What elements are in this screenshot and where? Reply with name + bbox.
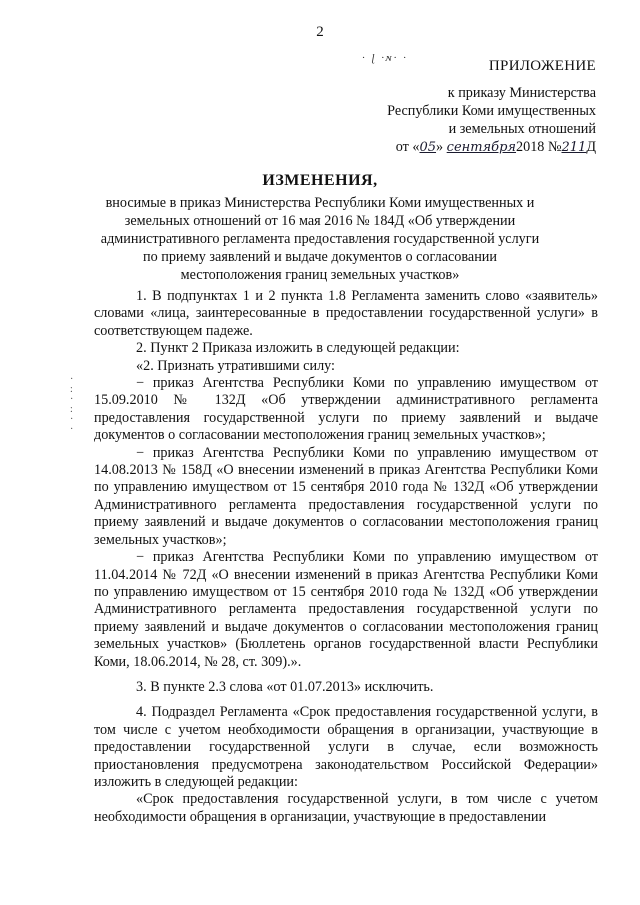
date-year: 2018 № — [516, 139, 562, 155]
order-line-3: и земельных отношений — [448, 121, 596, 137]
document-subtitle: вносимые в приказ Министерства Республики Коми имущественных и земельных отношений от 16 мая 2016 № 184Д «Об утверждении административного регламента предоставления государственной услуги по приему заявлений и выдаче документов о согласовании местоположения границ земельных участков» — [100, 195, 540, 283]
margin-marks: · : · : · · — [70, 374, 74, 435]
document-body — [94, 288, 598, 826]
paragraph-6: − приказ Агентства Республики Коми по управлению имуществом от 11.04.2014 № 72Д «О внесении изменений в приказ Агентства Республики Коми по управлению имуществом от 15 сентября 2010 года № 132Д «Об утверждении Административного регламента предоставления государственной услуги по приему заявлений и выдаче документов о согласовании местоположения границ земельных участков» (Бюллетень органов государственной власти Республики Коми, 18.06.2014, № 28, ст. 309).». — [94, 549, 598, 670]
paragraph-9: «Срок предоставления государственной услуги, в том числе с учетом необходимости обращения в организации, участвующие в предоставлении — [94, 791, 598, 825]
paragraph-7: 3. В пункте 2.3 слова «от 01.07.2013» исключить. — [136, 678, 434, 695]
page-number: 2 — [316, 24, 324, 40]
handwritten-day: 05 — [419, 140, 437, 155]
order-reference — [387, 84, 596, 157]
document-title: ИЗМЕНЕНИЯ, — [262, 172, 378, 189]
handwritten-number: 211 — [561, 140, 587, 155]
handwritten-mark: · ɭ ·ɴ· · — [362, 52, 408, 64]
order-date-line — [387, 138, 596, 157]
paragraph-8: 4. Подраздел Регламента «Срок предоставления государственной услуги, в том числе с учетом необходимости обращения в организации, участвующие в предоставлении государственной услуги в случае, если возможность приостановления предусмотрена законодательством Российской Федерации» изложить в следующей редакции: — [94, 704, 598, 790]
appendix-label: ПРИЛОЖЕНИЕ — [488, 58, 596, 74]
date-suffix: Д — [586, 139, 596, 155]
paragraph-4: − приказ Агентства Республики Коми по управлению имуществом от 15.09.2010 № 132Д «Об утверждении административного регламента предоставления государственной услуги по приему заявлений и выдаче документов о согласовании местоположения границ земельных участков»; — [94, 375, 598, 444]
date-mid: » — [436, 139, 444, 155]
date-prefix: от « — [395, 139, 420, 155]
paragraph-5: − приказ Агентства Республики Коми по управлению имуществом от 14.08.2013 № 158Д «О внесении изменений в приказ Агентства Республики Коми по управлению имуществом от 15 сентября 2010 года № 132Д «Об утверждении Административного регламента предоставления государственной услуги по приему заявлений и выдаче документов о согласовании местоположения границ земельных участков»; — [94, 444, 598, 548]
paragraph-2: 2. Пункт 2 Приказа изложить в следующей редакции: — [136, 340, 460, 357]
handwritten-month: сентября — [446, 140, 517, 155]
paragraph-1: 1. В подпунктах 1 и 2 пункта 1.8 Регламента заменить слово «заявитель» словами «лица, заинтересованные в предоставлении государственной услуги» в соответствующем падеже. — [94, 288, 598, 339]
paragraph-3: «2. Признать утратившими силу: — [136, 357, 335, 374]
order-line-2: Республики Коми имущественных — [387, 103, 596, 119]
order-line-1: к приказу Министерства — [447, 85, 596, 101]
